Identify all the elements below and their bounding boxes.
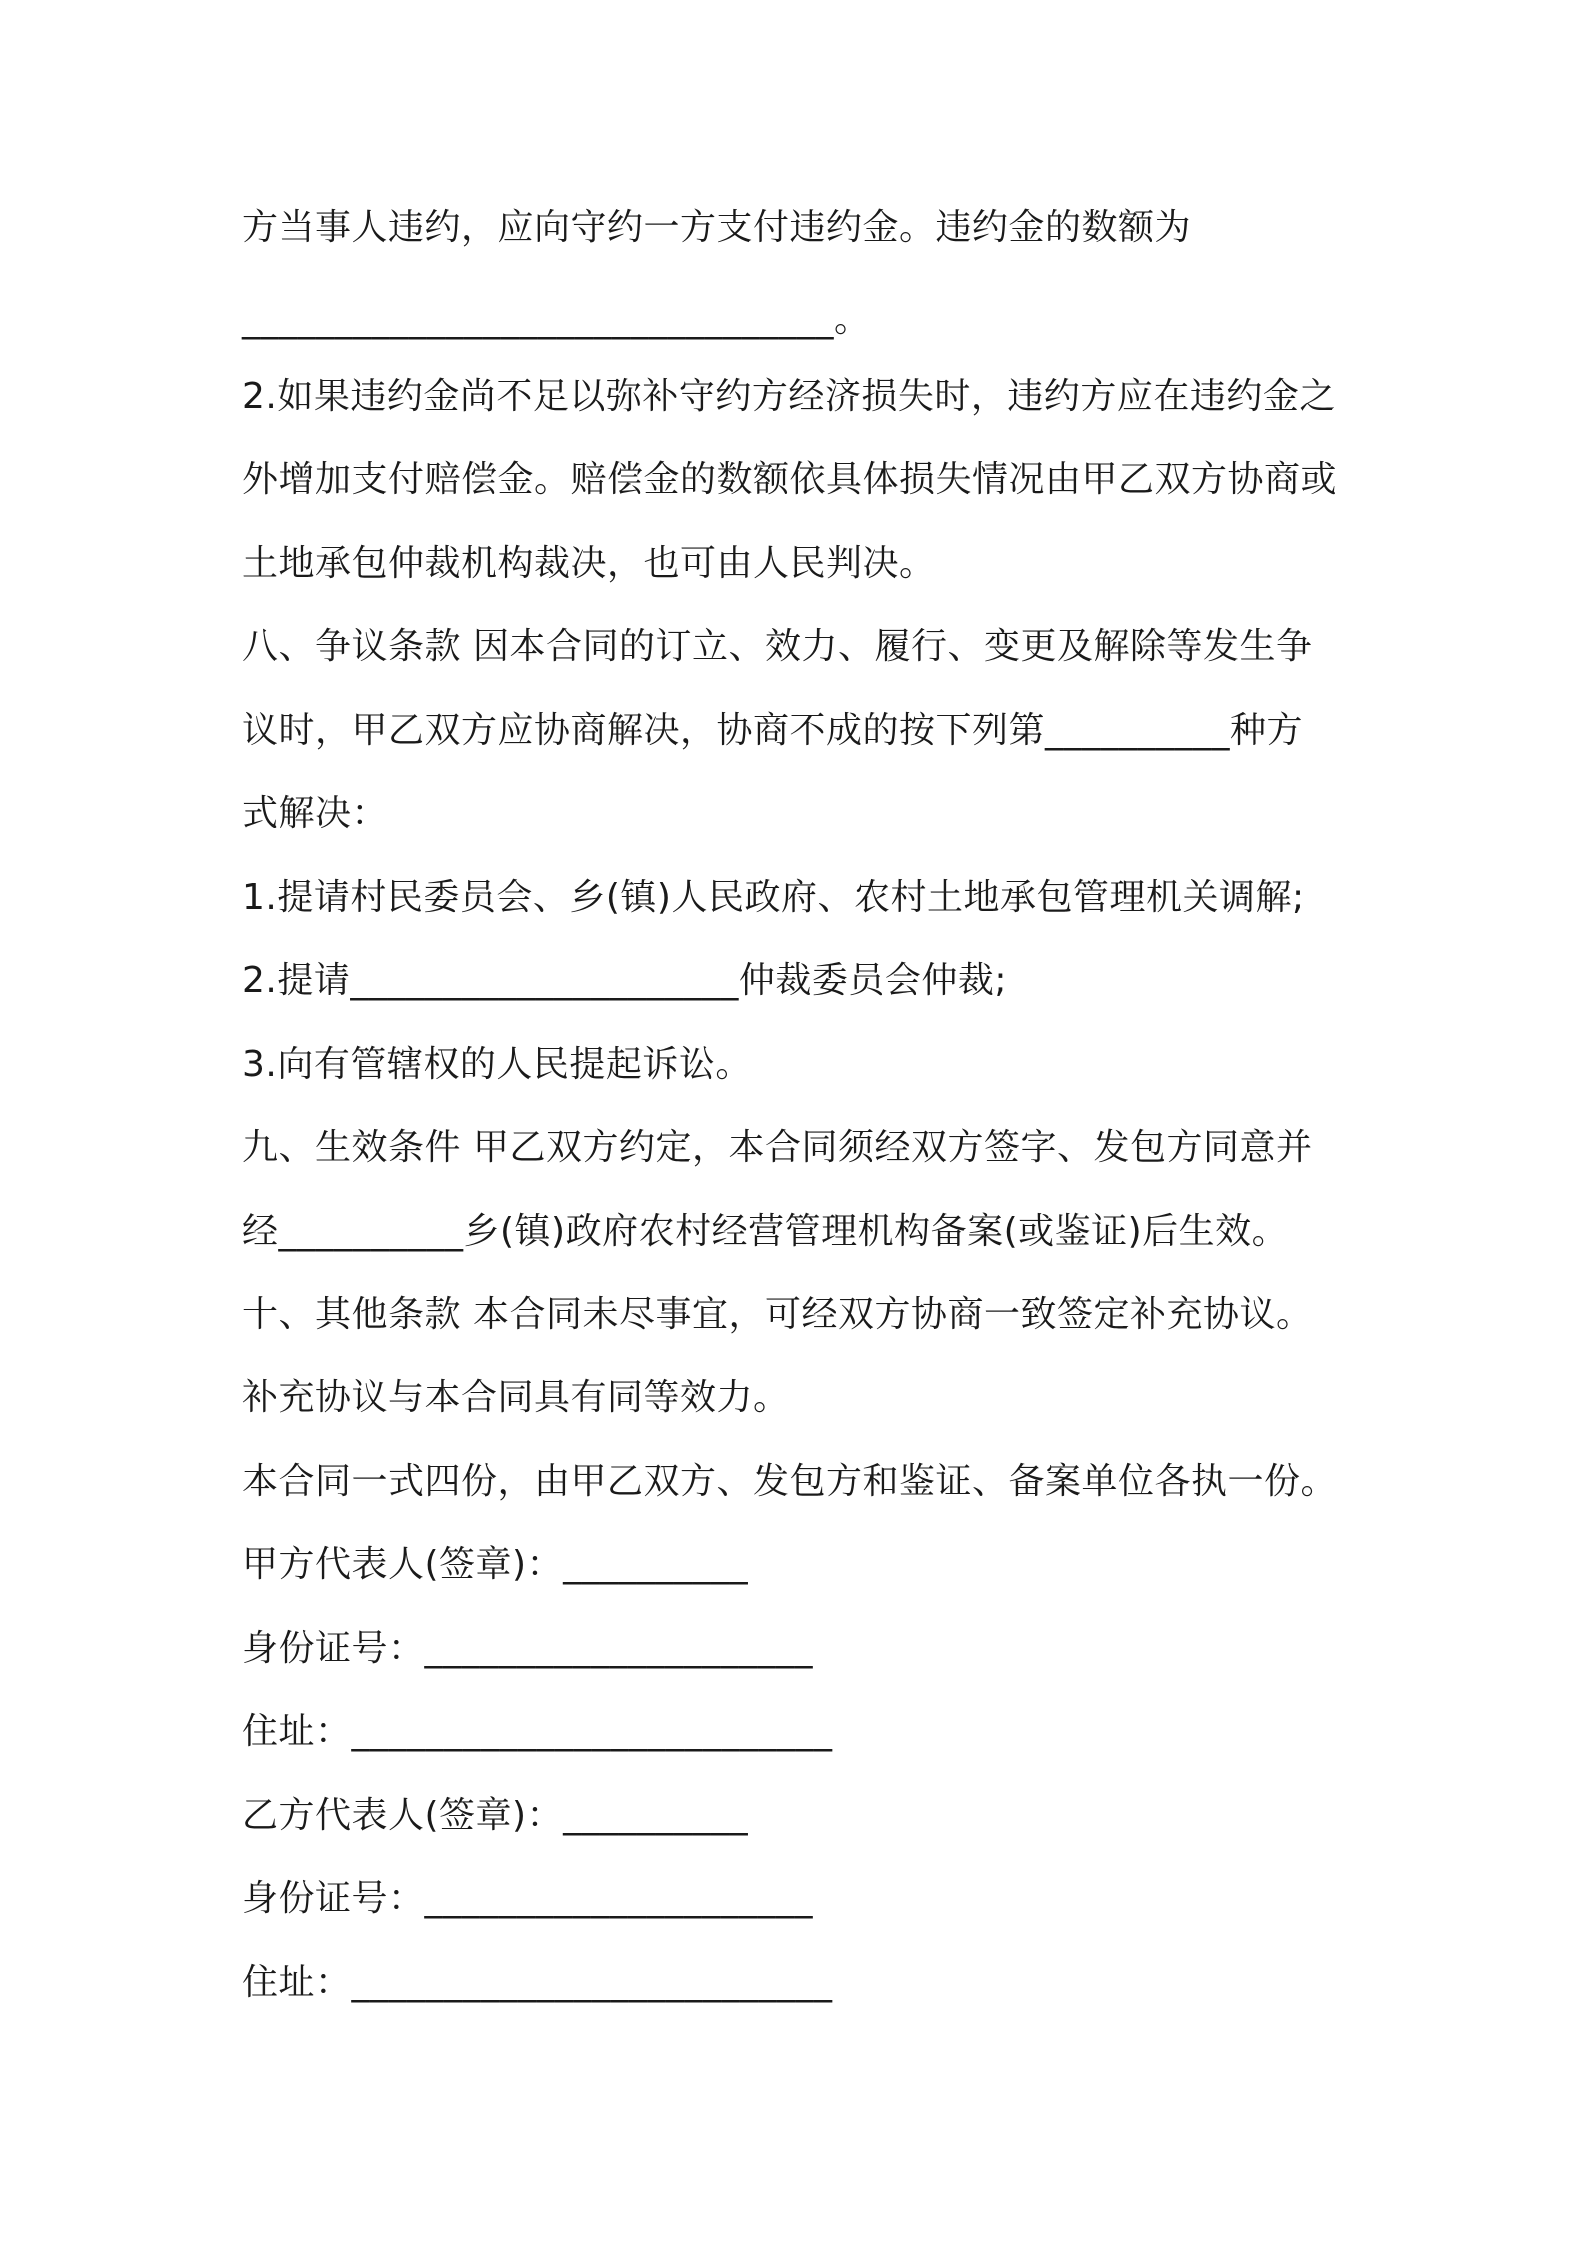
text-line: 2.提请_____________________仲裁委员会仲裁;: [242, 960, 1007, 1001]
text-line: 3.向有管辖权的人民提起诉讼。: [242, 1044, 752, 1085]
text-line: 本合同一式四份，由甲乙双方、发包方和鉴证、备案单位各执一份。: [242, 1461, 1338, 1502]
text-line: ________________________________。: [242, 299, 871, 340]
text-line: 1.提请村民委员会、乡(镇)人民政府、农村土地承包管理机关调解;: [242, 877, 1305, 918]
address-field: 住址：__________________________: [242, 1962, 833, 2003]
signature-field: 甲方代表人(签章)：__________: [242, 1544, 749, 1585]
text-line: 土地承包仲裁机构裁决，也可由人民判决。: [242, 543, 936, 584]
text-line: 补充协议与本合同具有同等效力。: [242, 1377, 790, 1418]
text-line: 九、生效条件 甲乙双方约定，本合同须经双方签字、发包方同意并: [242, 1127, 1313, 1168]
text-line: 方当事人违约，应向守约一方支付违约金。违约金的数额为: [242, 207, 1192, 248]
id-number-field: 身份证号：_____________________: [242, 1878, 814, 1919]
text-line: 外增加支付赔偿金。赔偿金的数额依具体损失情况由甲乙双方协商或: [242, 459, 1338, 500]
text-line: 十、其他条款 本合同未尽事宜，可经双方协商一致签定补充协议。: [242, 1294, 1313, 1335]
signature-field: 乙方代表人(签章)：__________: [242, 1795, 749, 1836]
address-field: 住址：__________________________: [242, 1711, 833, 1752]
id-number-field: 身份证号：_____________________: [242, 1628, 814, 1669]
text-line: 2.如果违约金尚不足以弥补守约方经济损失时，违约方应在违约金之: [242, 376, 1336, 417]
text-line: 八、争议条款 因本合同的订立、效力、履行、变更及解除等发生争: [242, 626, 1313, 667]
text-line: 经__________乡(镇)政府农村经营管理机构备案(或鉴证)后生效。: [242, 1211, 1289, 1252]
text-line: 议时，甲乙双方应协商解决，协商不成的按下列第__________种方: [242, 710, 1304, 751]
text-line: 式解决：: [242, 793, 389, 834]
